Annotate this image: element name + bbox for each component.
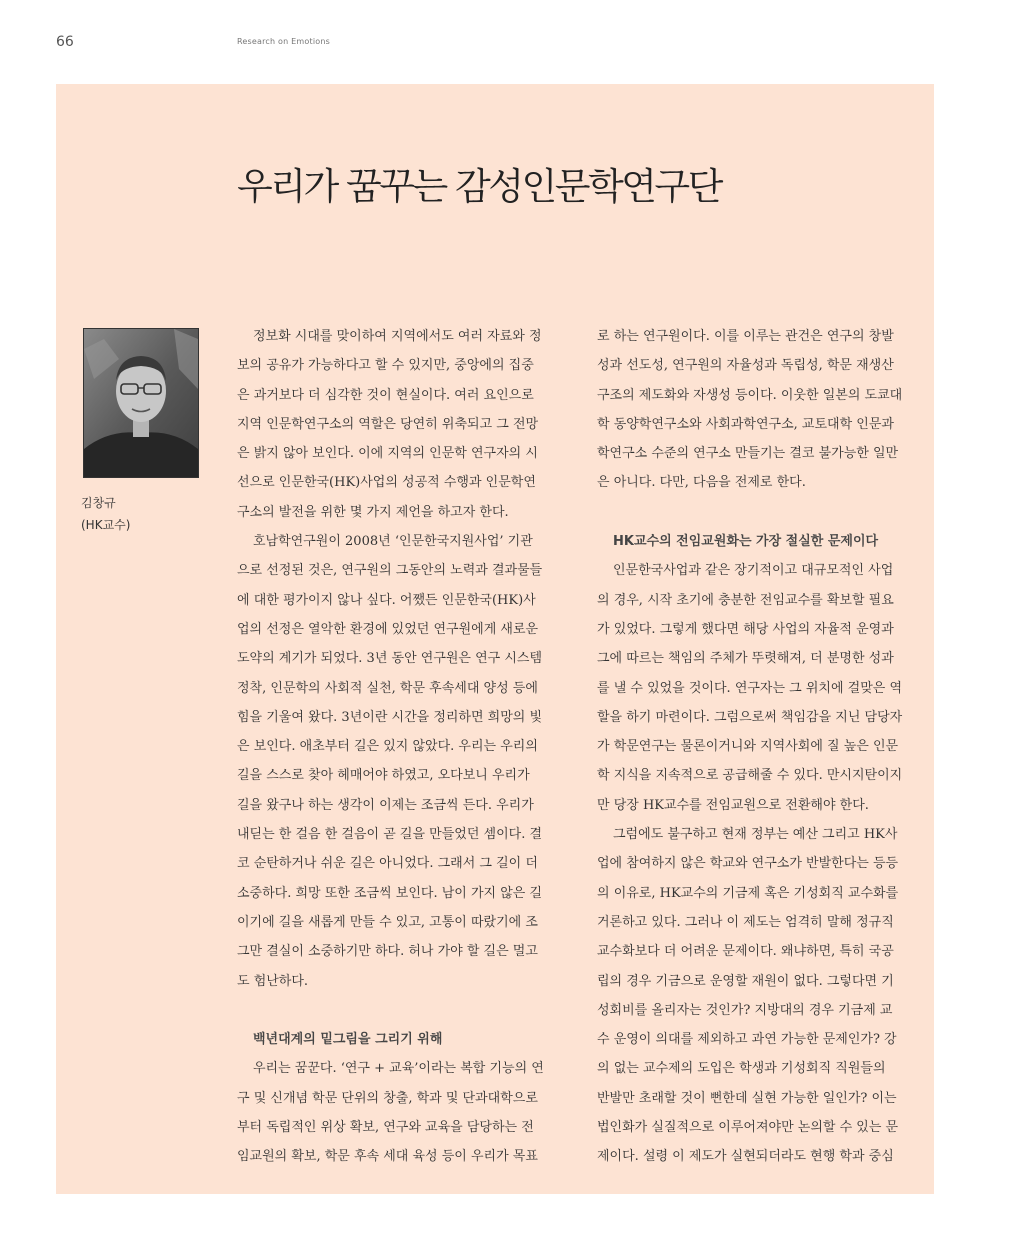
text-line: 의 이유로, HK교수의 기금제 혹은 기성회직 교수화를 xyxy=(597,885,899,901)
article-title: 우리가 꿈꾸는 감성인문학연구단 xyxy=(237,165,721,208)
right-column xyxy=(597,322,927,1172)
text-line: 성과 선도성, 연구원의 자율성과 독립성, 학문 재생산 xyxy=(597,358,894,374)
text-line: 호남학연구원이 2008년 ‘인문한국지원사업’ 기관 xyxy=(253,534,533,550)
text-line: 은 밝지 않아 보인다. 이에 지역의 인문학 연구자의 시 xyxy=(237,446,538,462)
text-line: 수 운영이 의대를 제외하고 과연 가능한 문제인가? 강 xyxy=(597,1032,897,1048)
text-line: 힘을 기울여 왔다. 3년이란 시간을 정리하면 희망의 빛 xyxy=(237,709,543,725)
paragraph xyxy=(237,322,567,527)
paragraph xyxy=(597,556,927,820)
page-number: 66 xyxy=(56,34,74,50)
text-line: 정보화 시대를 맞이하여 지역에서도 여러 자료와 정 xyxy=(253,329,542,344)
text-line: 업의 선정은 열악한 환경에 있었던 연구원에게 새로운 xyxy=(237,621,539,637)
text-line: 길을 왔구나 하는 생각이 이제는 조금씩 든다. 우리가 xyxy=(237,797,534,813)
text-line: 구조의 제도화와 자생성 등이다. 이웃한 일본의 도쿄대 xyxy=(597,387,903,403)
text-line: 우리는 꿈꾼다. ‘연구 + 교육’이라는 복합 기능의 연 xyxy=(253,1061,544,1077)
text-line: 지역 인문학연구소의 역할은 당연히 위축되고 그 전망 xyxy=(237,416,539,432)
author-photo xyxy=(83,328,199,478)
text-line: 립의 경우 기금으로 운영할 재원이 없다. 그렇다면 기 xyxy=(597,973,894,989)
text-line: 를 낼 수 있었을 것이다. 연구자는 그 위치에 걸맞은 역 xyxy=(597,680,903,696)
text-line: 소중하다. 희망 또한 조금씩 보인다. 남이 가지 않은 길 xyxy=(237,885,543,901)
section-heading: 백년대계의 밑그림을 그리기 위해 xyxy=(253,1032,443,1048)
text-line: 은 보인다. 애초부터 길은 있지 않았다. 우리는 우리의 xyxy=(237,739,538,755)
author-name: 김창규 xyxy=(81,496,116,510)
author-role: (HK교수) xyxy=(81,518,131,532)
text-line: 그에 따르는 책임의 주체가 뚜렷해져, 더 분명한 성과 xyxy=(597,651,894,667)
text-line: 제이다. 설령 이 제도가 실현되더라도 현행 학과 중심 xyxy=(597,1149,894,1165)
text-line: 거론하고 있다. 그러나 이 제도는 엄격히 말해 정규직 xyxy=(597,914,894,930)
text-line: 부터 독립적인 위상 확보, 연구와 교육을 담당하는 전 xyxy=(237,1120,534,1136)
paragraph-gap xyxy=(237,996,567,1025)
running-header: Research on Emotions xyxy=(237,37,330,46)
text-line: 정착, 인문학의 사회적 실천, 학문 후속세대 양성 등에 xyxy=(237,680,538,696)
left-column xyxy=(237,322,567,1172)
text-line: 보의 공유가 가능하다고 할 수 있지만, 중앙에의 집중 xyxy=(237,358,534,374)
text-line: 업에 참여하지 않은 학교와 연구소가 반발한다는 등등 xyxy=(597,856,899,872)
text-line: 이기에 길을 새롭게 만들 수 있고, 고통이 따랐기에 조 xyxy=(237,914,538,930)
text-line: 학연구소 수준의 연구소 만들기는 결코 불가능한 일만 xyxy=(597,446,899,462)
text-line: 그럼에도 불구하고 현재 정부는 예산 그리고 HK사 xyxy=(613,827,898,843)
text-line: 교수화보다 더 어려운 문제이다. 왜냐하면, 특히 국공 xyxy=(597,944,894,960)
text-line: 길을 스스로 찾아 헤매어야 하였고, 오다보니 우리가 xyxy=(237,768,530,784)
text-line: 그만 결실이 소중하기만 하다. 허나 가야 할 길은 멀고 xyxy=(237,944,538,960)
text-line: 은 아니다. 다만, 다음을 전제로 한다. xyxy=(597,475,806,491)
text-line: 법인화가 실질적으로 이루어져야만 논의할 수 있는 문 xyxy=(597,1120,899,1136)
text-line: 도약의 계기가 되었다. 3년 동안 연구원은 연구 시스템 xyxy=(237,651,543,667)
text-line: 구소의 발전을 위한 몇 가지 제언을 하고자 한다. xyxy=(237,504,509,520)
paragraph xyxy=(597,322,927,498)
text-line: 도 험난하다. xyxy=(237,973,309,989)
section-heading: HK교수의 전임교원화는 가장 절실한 문제이다 xyxy=(613,534,879,550)
paragraph-gap xyxy=(597,498,927,527)
text-line: 가 학문연구는 물론이거니와 지역사회에 질 높은 인문 xyxy=(597,739,899,755)
text-line: 로 하는 연구원이다. 이를 이루는 관건은 연구의 창발 xyxy=(597,329,894,344)
text-line: 가 있었다. 그렇게 했다면 해당 사업의 자율적 운영과 xyxy=(597,621,894,637)
text-line: 으로 선정된 것은, 연구원의 그동안의 노력과 결과물들 xyxy=(237,563,543,579)
text-line: 의 경우, 시작 초기에 충분한 전임교수를 확보할 필요 xyxy=(597,592,894,608)
text-line: 성회비를 올리자는 것인가? 지방대의 경우 기금제 교 xyxy=(597,1002,893,1018)
text-line: 학 지식을 지속적으로 공급해줄 수 있다. 만시지탄이지 xyxy=(597,768,903,784)
paragraph xyxy=(237,527,567,996)
text-line: 인문한국사업과 같은 장기적이고 대규모적인 사업 xyxy=(613,563,894,579)
author-portrait-image xyxy=(84,329,198,477)
paragraph xyxy=(597,820,927,1172)
text-line: 반발만 초래할 것이 뻔한데 실현 가능한 일인가? 이는 xyxy=(597,1090,897,1106)
text-line: 은 과거보다 더 심각한 것이 현실이다. 여러 요인으로 xyxy=(237,387,534,403)
text-line: 할을 하기 마련이다. 그럼으로써 책임감을 지닌 담당자 xyxy=(597,709,903,725)
text-line: 만 당장 HK교수를 전임교원으로 전환해야 한다. xyxy=(597,797,869,813)
text-line: 선으로 인문한국(HK)사업의 성공적 수행과 인문학연 xyxy=(237,475,536,491)
text-line: 코 순탄하거나 쉬운 길은 아니었다. 그래서 그 길이 더 xyxy=(237,856,538,872)
text-line: 의 없는 교수제의 도입은 학생과 기성회직 직원들의 xyxy=(597,1061,886,1077)
text-line: 임교원의 확보, 학문 후속 세대 육성 등이 우리가 목표 xyxy=(237,1149,538,1165)
text-line: 내딛는 한 걸음 한 걸음이 곧 길을 만들었던 셈이다. 결 xyxy=(237,827,543,843)
paragraph xyxy=(237,1054,567,1171)
text-line: 에 대한 평가이지 않나 싶다. 어쨌든 인문한국(HK)사 xyxy=(237,592,536,608)
text-line: 학 동양학연구소와 사회과학연구소, 교토대학 인문과 xyxy=(597,416,894,432)
text-line: 구 및 신개념 학문 단위의 창출, 학과 및 단과대학으로 xyxy=(237,1090,538,1106)
